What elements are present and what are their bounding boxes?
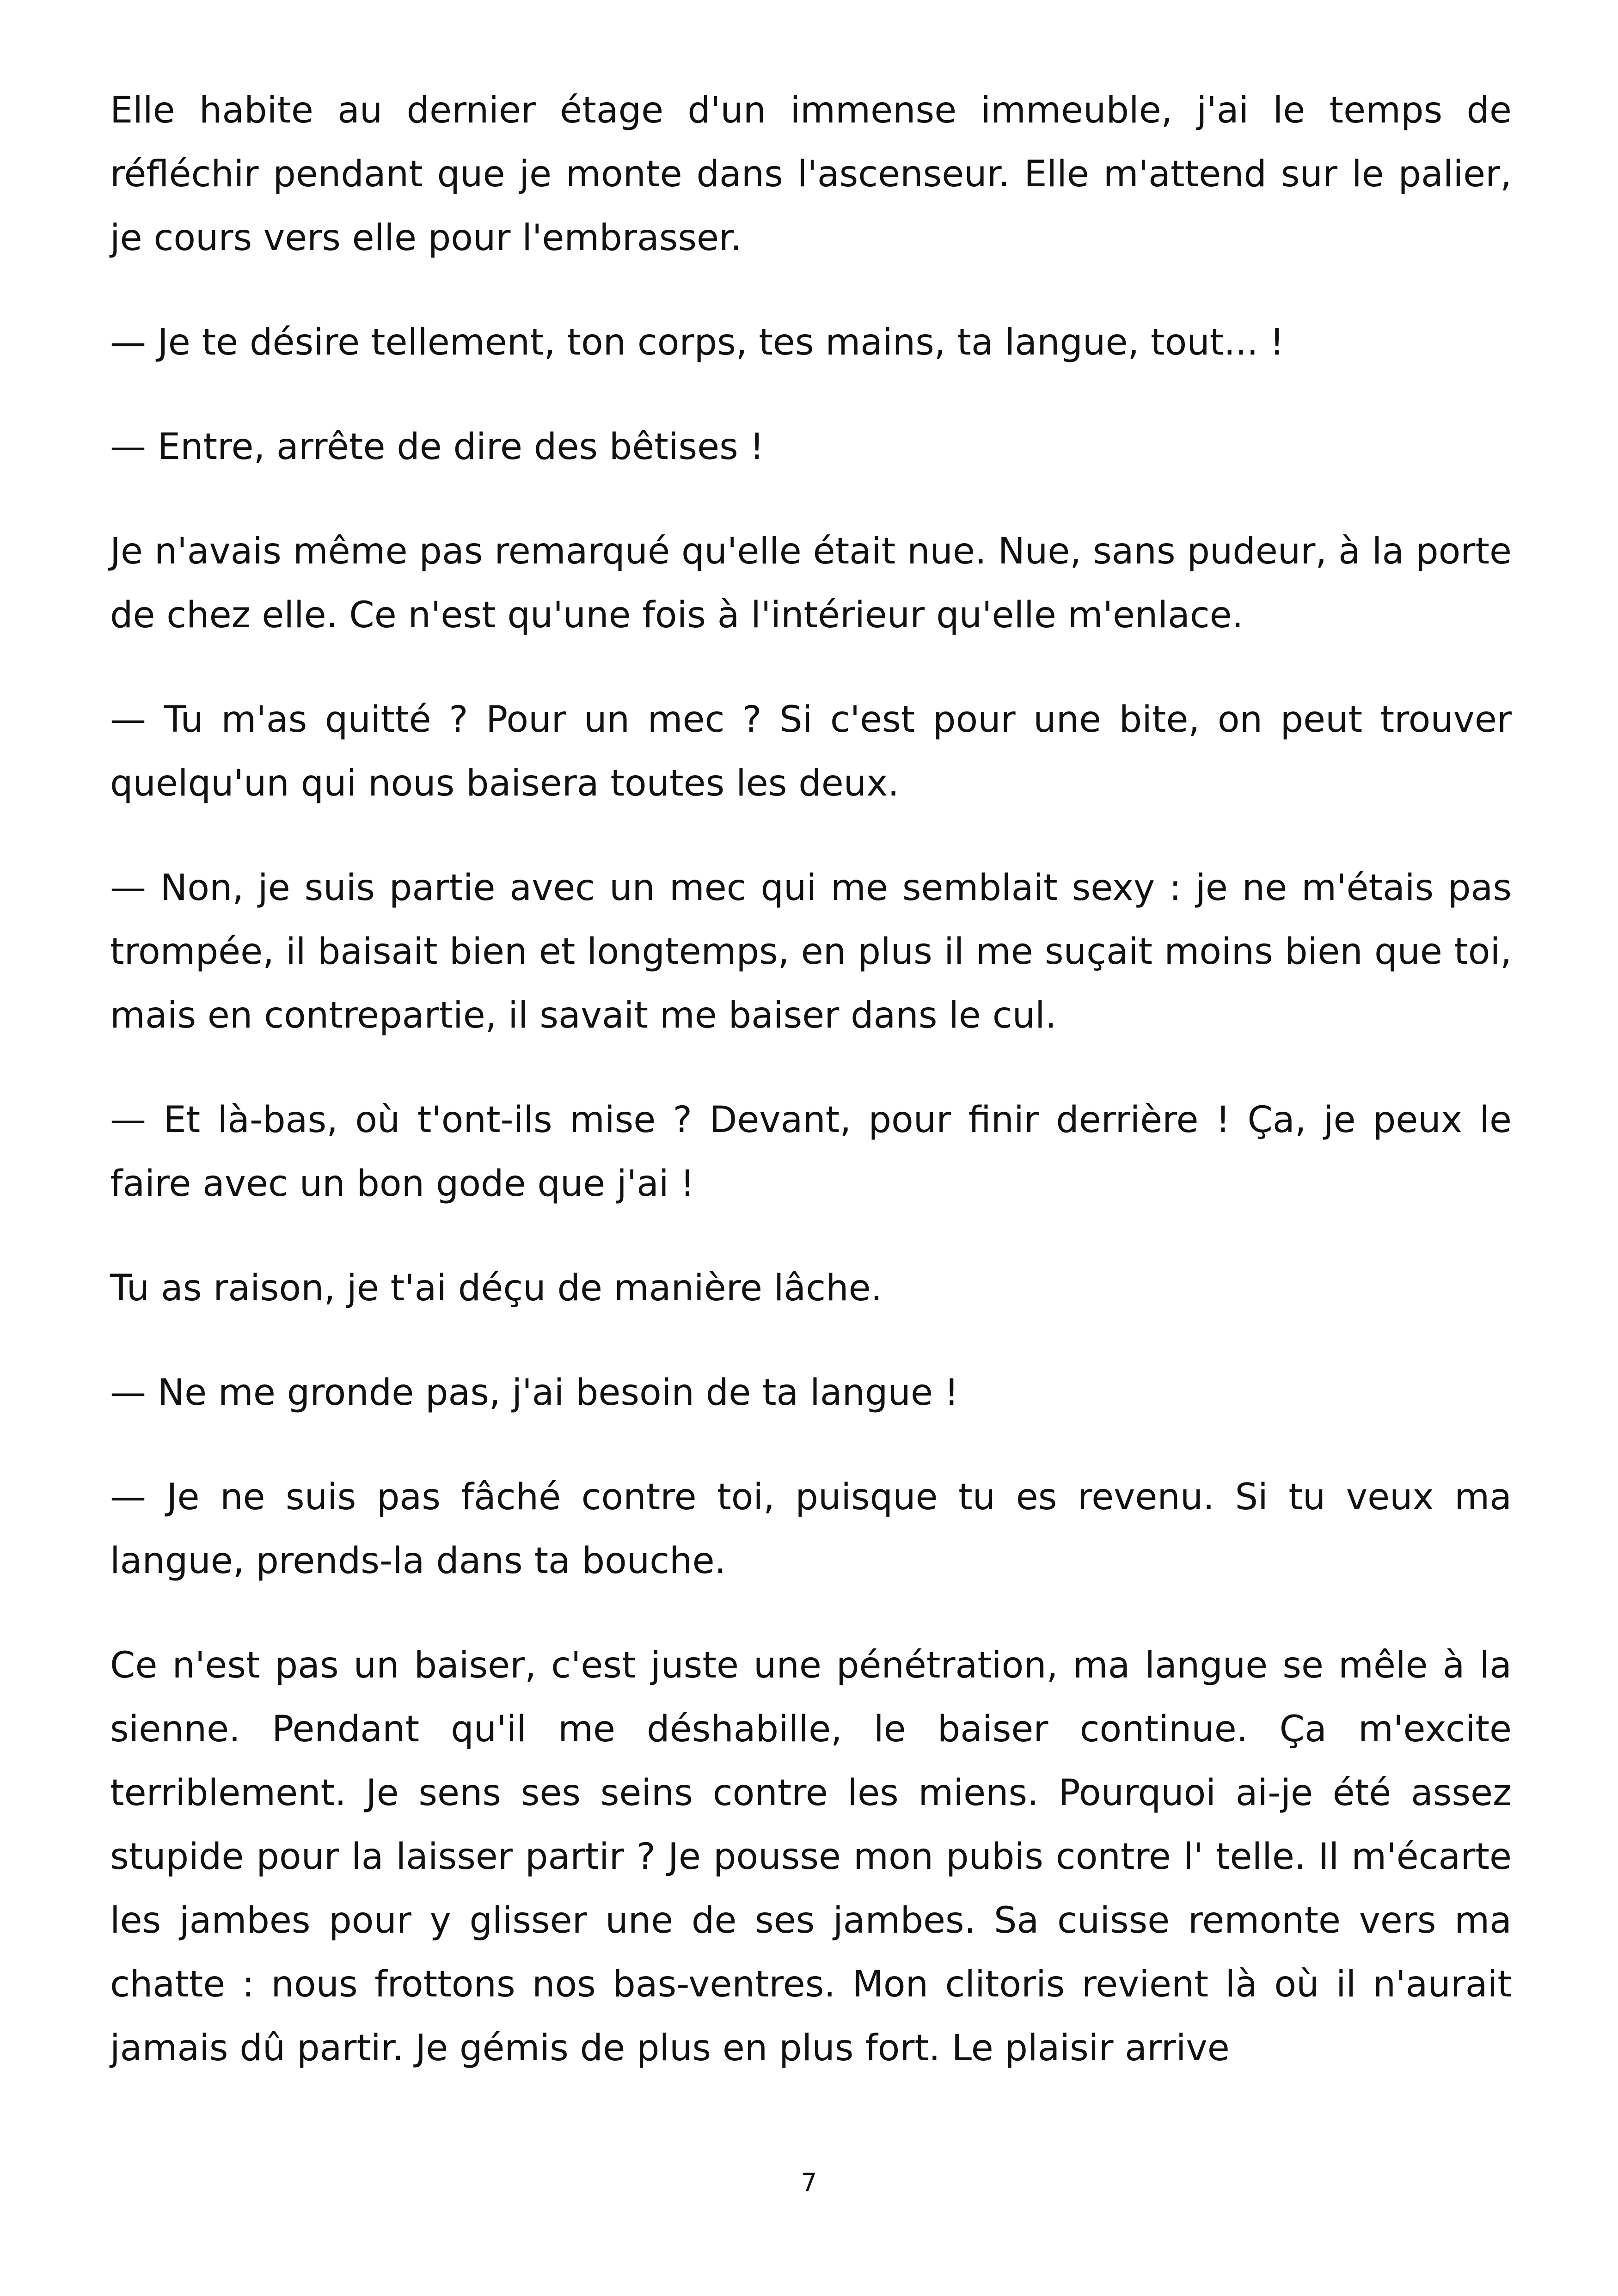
paragraph: Je n'avais même pas remarqué qu'elle était nue. Nue, sans pudeur, à la porte de chez elle. Ce n'est qu'une fois à l'intérieur qu'elle m'enlace. <box>110 531 1512 636</box>
paragraph: Ce n'est pas un baiser, c'est juste une pénétration, ma langue se mêle à la sienne. Pendant qu'il me déshabille, le baiser continue. Ça m'excite terriblement. Je sens ses seins contre les miens. Pourquoi ai-je été assez stupide pour la laisser partir ? Je pousse mon pubis contre l' telle. Il m'écarte les jambes pour y glisser une de ses jambes. Sa cuisse remonte vers ma chatte : nous frottons nos bas-ventres. Mon clitoris revient là où il n'aurait jamais dû partir. Je gémis de plus en plus fort. Le plaisir arrive <box>110 1645 1512 2069</box>
paragraph: — Et là-bas, où t'ont-ils mise ? Devant, pour finir derrière ! Ça, je peux le faire avec un bon gode que j'ai ! <box>110 1099 1512 1205</box>
paragraph: — Je ne suis pas fâché contre toi, puisque tu es revenu. Si tu veux ma langue, prends-la dans ta bouche. <box>110 1476 1512 1582</box>
paragraph: — Tu m'as quitté ? Pour un mec ? Si c'est pour une bite, on peut trouver quelqu'un qui nous baisera toutes les deux. <box>110 699 1512 804</box>
body-text <box>110 79 1512 2121</box>
paragraph: — Non, je suis partie avec un mec qui me semblait sexy : je ne m'étais pas trompée, il baisait bien et longtemps, en plus il me suçait moins bien que toi, mais en contrepartie, il savait me baiser dans le cul. <box>110 867 1512 1036</box>
paragraph: Elle habite au dernier étage d'un immense immeuble, j'ai le temps de réfléchir pendant que je monte dans l'ascenseur. Elle m'attend sur le palier, je cours vers elle pour l'embrasser. <box>110 90 1512 259</box>
paragraph: — Ne me gronde pas, j'ai besoin de ta langue ! <box>110 1372 959 1414</box>
paragraph: — Entre, arrête de dire des bêtises ! <box>110 426 764 468</box>
paragraph: — Je te désire tellement, ton corps, tes mains, ta langue, tout... ! <box>110 322 1284 363</box>
paragraph: Tu as raison, je t'ai déçu de manière lâche. <box>110 1267 883 1309</box>
page-number: 7 <box>801 2168 817 2197</box>
